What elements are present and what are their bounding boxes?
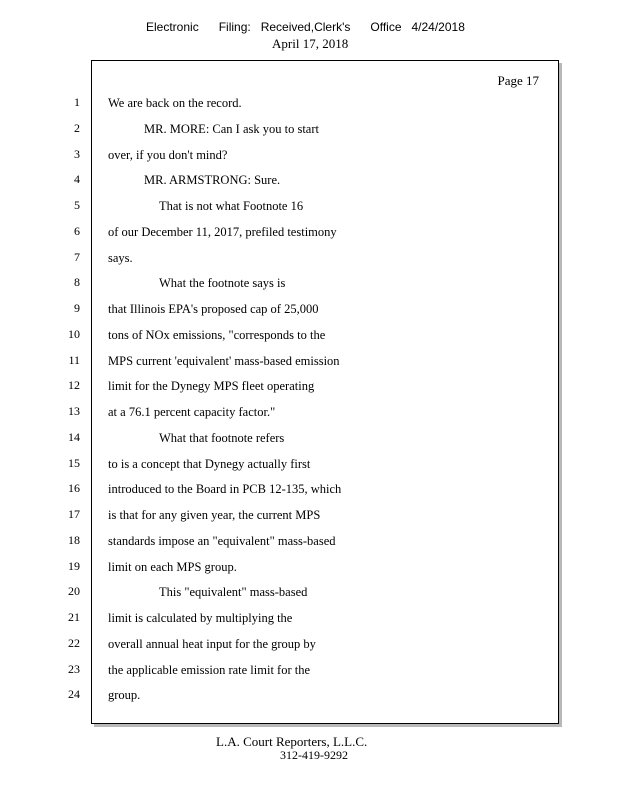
transcript-line: We are back on the record. (108, 96, 242, 110)
transcript-line: What that footnote refers (159, 430, 285, 445)
transcript-line: MPS current 'equivalent' mass-based emission (108, 353, 340, 368)
transcript-line: What the footnote says is (159, 276, 286, 291)
transcript-line: This "equivalent" mass-based (159, 585, 308, 600)
line-number: 1 (74, 95, 80, 109)
line-number: 22 (68, 635, 80, 650)
footer-company: L.A. Court Reporters, L.L.C. (216, 734, 368, 749)
transcript-line: limit for the Dynegy MPS fleet operating (108, 379, 315, 394)
page-number: Page 17 (497, 73, 539, 88)
transcript-line: limit is calculated by multiplying the (108, 611, 293, 625)
transcript-line: the applicable emission rate limit for the (108, 662, 311, 677)
transcript-line: at a 76.1 percent capacity factor." (108, 405, 276, 419)
line-number: 10 (68, 326, 80, 341)
line-number: 5 (74, 198, 80, 212)
line-number: 15 (68, 455, 80, 470)
transcript-line: MR. MORE: Can I ask you to start (144, 121, 319, 136)
transcript-line: over, if you don't mind? (108, 147, 228, 162)
transcript-line: that Illinois EPA's proposed cap of 25,000 (108, 302, 319, 316)
line-number: 11 (68, 352, 80, 367)
line-number: 3 (74, 146, 80, 161)
line-number: 23 (68, 661, 80, 676)
line-number: 7 (74, 249, 80, 264)
transcript-line: standards impose an "equivalent" mass-based (108, 533, 336, 548)
line-number: 13 (68, 404, 80, 418)
line-number: 14 (68, 429, 80, 444)
transcript-line: group. (108, 688, 141, 703)
line-number: 12 (68, 378, 80, 393)
transcript-line: overall annual heat input for the group by (108, 636, 316, 651)
line-number: 19 (68, 558, 80, 573)
header-date: April 17, 2018 (272, 36, 349, 51)
transcript-line: tons of NOx emissions, "corresponds to the (108, 327, 326, 342)
line-number: 2 (74, 120, 80, 135)
transcript-line: That is not what Footnote 16 (159, 199, 304, 213)
transcript-line: introduced to the Board in PCB 12-135, which (108, 482, 342, 497)
transcript-lines (92, 61, 558, 723)
transcript-line: limit on each MPS group. (108, 559, 237, 574)
transcript-line: says. (108, 250, 133, 265)
filing-stamp: Electronic Filing: Received,Clerk's Office 4/24/2018 (146, 20, 465, 34)
line-number: 6 (74, 223, 80, 238)
transcript-line: to is a concept that Dynegy actually first (108, 456, 311, 471)
transcript-line: MR. ARMSTRONG: Sure. (144, 173, 281, 188)
line-number: 4 (74, 172, 80, 187)
transcript-line: is that for any given year, the current MPS (108, 508, 321, 522)
line-number: 18 (68, 532, 80, 547)
line-number: 17 (68, 507, 80, 521)
line-number: 16 (68, 481, 80, 496)
transcript-page (91, 60, 559, 724)
line-number: 20 (68, 584, 80, 599)
line-number: 21 (68, 610, 80, 624)
footer-phone: 312-419-9292 (280, 748, 348, 762)
transcript-line: of our December 11, 2017, prefiled testimony (108, 224, 337, 239)
line-number: 8 (74, 275, 80, 290)
line-number: 9 (74, 301, 80, 315)
line-number: 24 (68, 687, 80, 702)
